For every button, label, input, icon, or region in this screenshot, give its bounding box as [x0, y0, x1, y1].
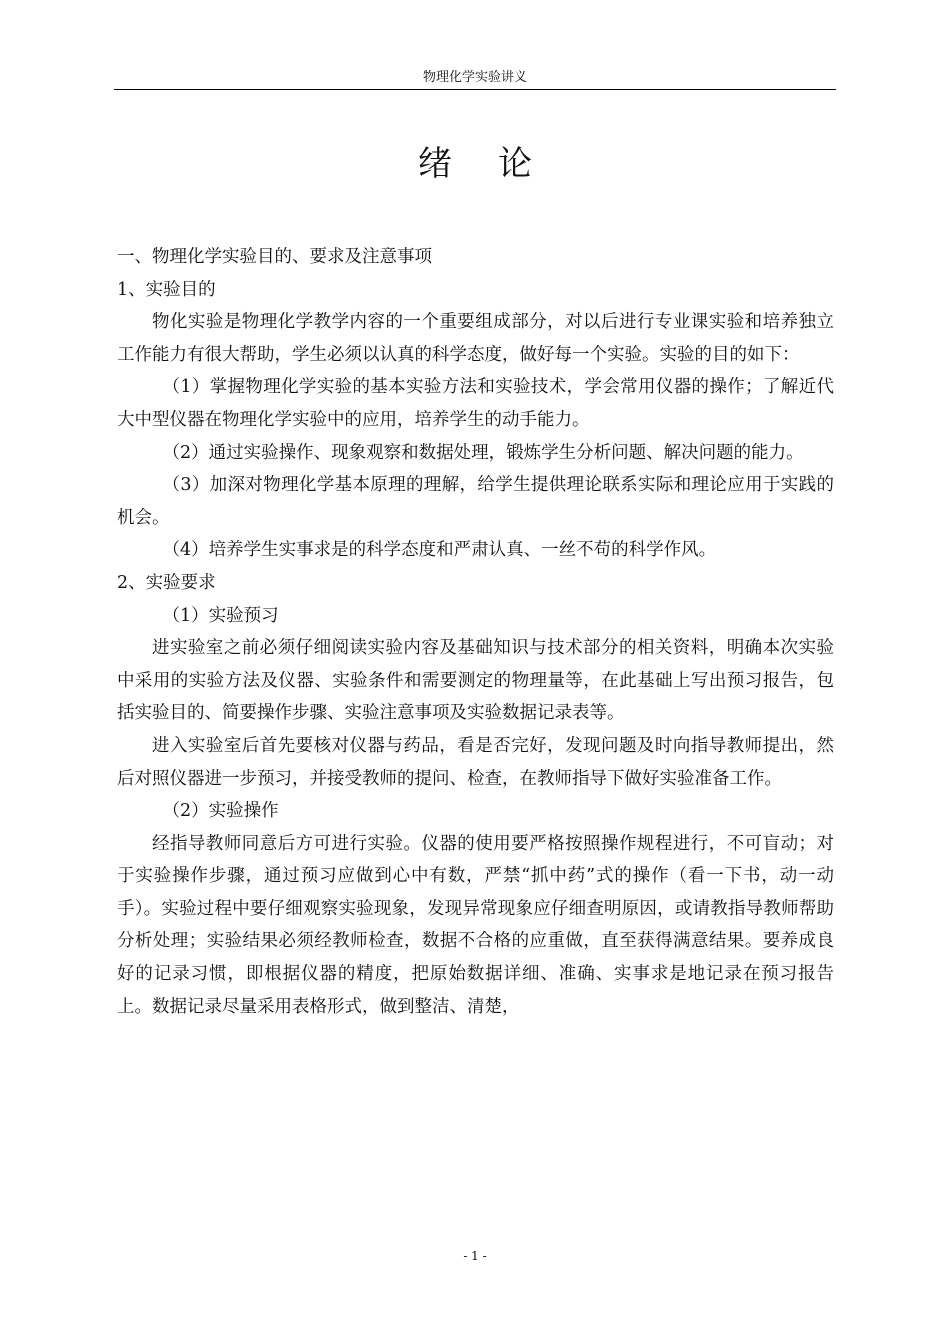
list-item-purpose-1: （1）掌握物理化学实验的基本实验方法和实验技术，学会常用仪器的操作；了解近代大中型仪器在物理化学实验中的应用，培养学生的动手能力。 [117, 377, 834, 430]
header-rule [114, 89, 836, 90]
sub-heading-operation: （2）实验操作 [162, 801, 279, 822]
paragraph-preview-2: 进入实验室后首先要核对仪器与药品，看是否完好，发现问题及时向指导教师提出，然后对照仪器进一步预习，并接受教师的提问、检查，在教师指导下做好实验准备工作。 [117, 735, 834, 789]
paragraph-operation-1: 经指导教师同意后方可进行实验。仪器的使用要严格按照操作规程进行，不可盲动；对于实验操作步骤，通过预习应做到心中有数，严禁“抓中药”式的操作（看一下书，动一动手）。实验过程中要仔细观察实验现象，发现异常现象应仔细查明原因，或请教指导教师帮助分析处理；实验结果必须经教师检查，数据不合格的应重做，直至获得满意结果。要养成良好的记录习惯，即根据仪器的精度，把原始数据详细、准确、实事求是地记录在预习报告上。数据记录尽量采用表格形式，做到整洁、清楚， [117, 833, 834, 1017]
subsection-heading-requirements: 2、实验要求 [117, 572, 216, 593]
paragraph-purpose-intro: 物化实验是物理化学教学内容的一个重要组成部分，对以后进行专业课实验和培养独立工作能力有很大帮助，学生必须以认真的科学态度，做好每一个实验。实验的目的如下： [117, 312, 834, 365]
list-item-purpose-2: （2）通过实验操作、现象观察和数据处理，锻炼学生分析问题、解决问题的能力。 [162, 442, 804, 463]
paragraph-preview-1: 进实验室之前必须仔细阅读实验内容及基础知识与技术部分的相关资料，明确本次实验中采用的实验方法及仪器、实验条件和需要测定的物理量等，在此基础上写出预习报告，包括实验目的、简要操作步骤、实验注意事项及实验数据记录表等。 [117, 638, 834, 724]
sub-heading-preview: （1）实验预习 [162, 605, 279, 626]
running-header: 物理化学实验讲义 [422, 70, 527, 85]
list-item-purpose-4: （4）培养学生实事求是的科学态度和严肃认真、一丝不苟的科学作风。 [162, 540, 717, 561]
document-body [117, 241, 834, 1023]
page-number: - 1 - [463, 1249, 487, 1263]
subsection-heading-purpose: 1、实验目的 [117, 279, 216, 300]
page-title: 绪论 [418, 144, 578, 184]
section-heading-1: 一、物理化学实验目的、要求及注意事项 [117, 247, 432, 267]
list-item-purpose-3: （3）加深对物理化学基本原理的理解，给学生提供理论联系实际和理论应用于实践的机会。 [117, 475, 834, 528]
